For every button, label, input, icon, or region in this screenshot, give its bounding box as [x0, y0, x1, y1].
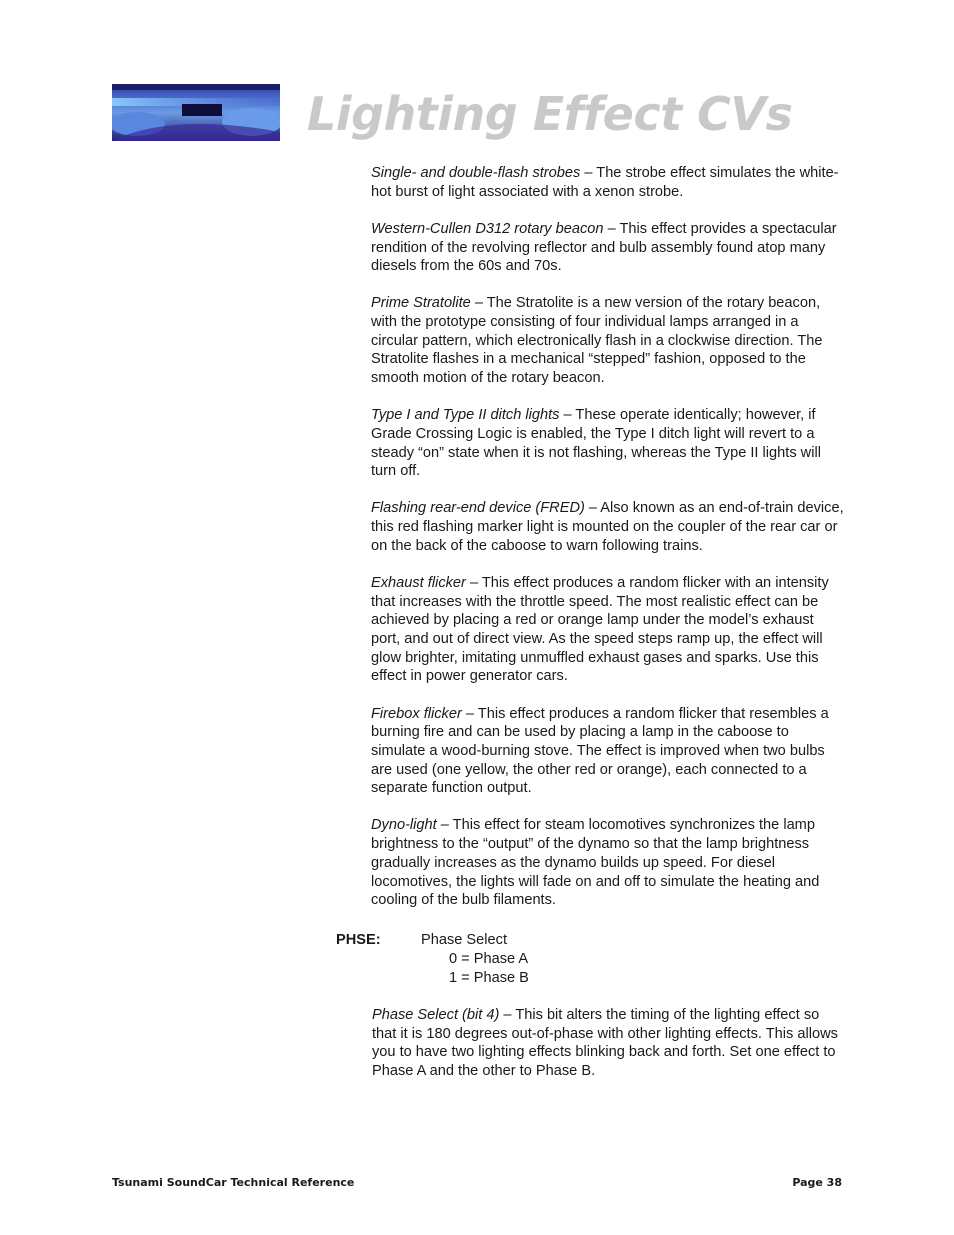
effect-text: – This effect produces a random flicker that resembles a burning fire and can be used by placing a lamp in the caboose to simulate a wood-burning stove. The effect is improved when two bulbs are used (one yellow, the other red or orange), each connected to a separate function output.: [371, 705, 829, 797]
effect-term: Single- and double-flash strobes: [371, 165, 581, 181]
phse-option-a: 0 = Phase A: [449, 951, 529, 967]
effect-text: – The strobe effect simulates the white-hot burst of light associated with a xenon strobe.: [371, 165, 839, 200]
phse-title: Phase Select: [421, 932, 507, 948]
header-photo: [112, 84, 280, 141]
effect-term: Type I and Type II ditch lights: [371, 407, 560, 424]
effect-text: – The Stratolite is a new version of the rotary beacon, with the prototype consisting of four individual lamps arranged in a circular pattern, which electronically flash in a clockwise direction. The Stratolite flashes in a mechanical “stepped” fashion, opposed to the smooth motion of the rotary beacon.: [371, 295, 823, 387]
effect-term: Western-Cullen D312 rotary beacon: [371, 220, 604, 237]
phse-label: PHSE:: [336, 932, 381, 948]
phse-option-b: 1 = Phase B: [449, 970, 529, 986]
effect-text: – This effect for steam locomotives synchronizes the lamp brightness to the “output” of the dynamo so that the lamp brightness gradually increases as the dynamo builds up speed. For diesel locomotives, the lights will fade on and off to simulate the heating and cooling of the bulb filaments.: [371, 817, 820, 909]
effect-term: Flashing rear-end device (FRED): [371, 500, 585, 517]
effect-paragraph: [371, 705, 845, 799]
effect-paragraph: [371, 294, 845, 388]
effect-text: – These operate identically; however, if Grade Crossing Logic is enabled, the Type I ditch light will revert to a steady “on” state when it is not flashing, whereas the Type II lights will turn off.: [371, 407, 821, 480]
effects-description: [371, 164, 845, 928]
footer-doc-title: Tsunami SoundCar Technical Reference: [112, 1176, 355, 1189]
phase-select-term: Phase Select (bit 4): [372, 1007, 500, 1023]
effect-term: Dyno-light: [371, 817, 437, 834]
header-photo-art: [112, 84, 280, 141]
effect-paragraph: [371, 499, 845, 555]
effect-term: Prime Stratolite: [371, 295, 471, 312]
effect-paragraph: [371, 164, 845, 201]
phase-select-text: – This bit alters the timing of the lighting effect so that it is 180 degrees out-of-phase with other lighting effects. This allows you to have two lighting effects blinking back and forth. Set one effect to Phase A and the other to Phase B.: [372, 1007, 838, 1080]
effect-text: – Also known as an end-of-train device, this red flashing marker light is mounted on the coupler of the rear car or on the back of the caboose to warn following trains.: [371, 500, 844, 554]
effect-paragraph: [371, 574, 845, 686]
effect-text: – This effect provides a spectacular rendition of the revolving reflector and bulb assembly found atop many diesels from the 60s and 70s.: [371, 220, 837, 275]
footer-page-number: Page 38: [792, 1176, 842, 1189]
page-title: Lighting Effect CVs: [307, 87, 793, 141]
effect-paragraph: [371, 406, 845, 481]
phase-select-description: [372, 1006, 846, 1081]
effect-paragraph: [371, 816, 845, 910]
effect-term: Exhaust flicker: [371, 574, 466, 591]
effect-term: Firebox flicker: [371, 705, 462, 722]
effect-paragraph: [371, 220, 845, 276]
effect-text: – This effect produces a random flicker with an intensity that increases with the throttle speed. The most realistic effect can be achieved by placing a red or orange lamp under the model’s exhaust port, and out of direct view. As the speed steps ramp up, the effect will glow brighter, imitating unmuffled exhaust gases and sparks. Use this effect in power generator cars.: [371, 574, 829, 685]
